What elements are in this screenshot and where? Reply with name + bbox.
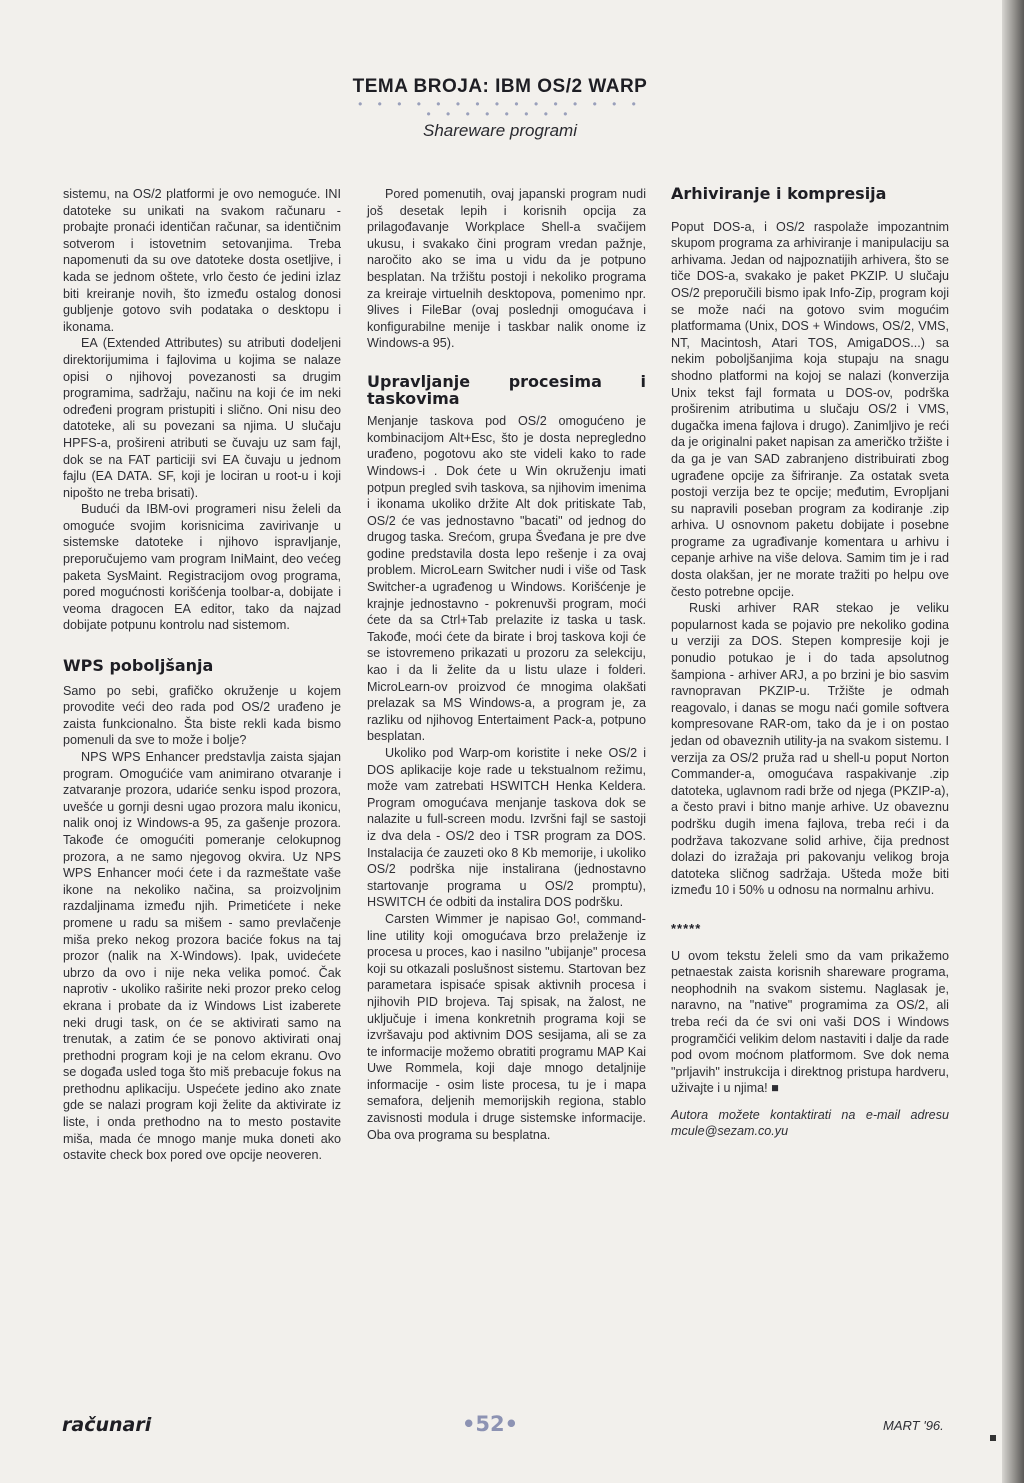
paragraph: Budući da IBM-ovi programeri nisu želeli da omoguće svojim korisnicima zavirivanje u sistemske datoteke i njihovo ispravljanje, preporučujemo vam program IniMaint, deo većeg paketa SysMaint. Registracijom ovog programa, pored mogućnosti korišćenja toolbar-a, dobijate i veoma dragocen EA editor, tako da najzad dobijate potpunu kontrolu nad sistemom. <box>63 502 341 633</box>
paragraph: Samo po sebi, grafičko okruženje u kojem provodite veći deo rada pod OS/2 urađeno je zaista funkcionalno. Šta biste rekli kada bismo pomenuli da sve to može i bolje? <box>63 683 341 748</box>
article-column-1 <box>63 186 341 1164</box>
section-heading: Arhiviranje i kompresija <box>671 184 887 203</box>
section-title: TEMA BROJA: IBM OS/2 WARP <box>352 76 648 97</box>
page-spine-shadow <box>1002 0 1024 1483</box>
magazine-logo: računari <box>62 1414 152 1436</box>
section-subtitle: Shareware programi <box>422 121 577 140</box>
section-separator-stars: ***** <box>671 920 702 936</box>
article-column-3 <box>671 186 949 1140</box>
paragraph: Menjanje taskova pod OS/2 omogućeno je kombinacijom Alt+Esc, što je dosta nepregledno urađeno, pogotovu ako ste videli kako to rade Windows-i . Dok ćete u Win okruženju imati potpun pregled svih taskova, sa njihovim imenima i ikonama ukoliko držite Alt dok pritiskate Tab, OS/2 će vas jednostavno "bacati" od jednog do drugog taska. Srećom, grupa Šveđana je pre dve godine predstavila dosta lepo rešenje i za ovaj problem. MicroLearn Switcher nudi i više od Task Switcher-a ugrađenog u Windows. Korišćenje je krajnje jednostavno - pokrenuvši program, moći ćete da sa Ctrl+Tab prelazite iz taska u task. Takođe, moći ćete da birate i broj taskova koji će se istovremeno prikazati u prozoru za selekciju, kao i da li želite da u listu ulaze i folderi. MicroLearn-ov proizvod će mnogima olakšati prelazak sa MS Windows-a, a program je, za razliku od njihovog Entertaiment Pack-a, potpuno besplatan. <box>367 414 646 744</box>
paragraph: Carsten Wimmer je napisao Go!, command-line utility koji omogućava brzo prelaženje iz procesa u proces, kao i nasilno "ubijanje" procesa koji su otkazali poslušnost sistemu. Startovan bez parametara ispisaće spisak aktivnih procesa i njihovih PID brojeva. Taj spisak, na žalost, ne uključuje i imena konkretnih programa koji se izvršavaju pod aktivnim DOS sesijama, ali se za te informacije možemo obratiti programu MAP Kai Uwe Rommela, koji daje mnogo detaljnije informacije - osim liste procesa, tu je i mapa semafora, deljenih memorijskih regiona, stablo zavisnosti modula i druge sistemske informacije. Oba ova programa su besplatna. <box>367 911 646 1142</box>
paragraph: Poput DOS-a, i OS/2 raspolaže impozantnim skupom programa za arhiviranje i manipulaciju sa arhivama. Jedan od najpoznatijih arhivera, što se tiče DOS-a, svakako je paket PKZIP. U slučaju OS/2 preporučili bismo ipak Info-Zip, program koji se može naći na gotovo svim mogućim platformama (Unix, DOS + Windows, OS/2, VMS, NT, Macintosh, Atari TOS, AmigaDOS...) sa nekim poboljšanjima koja stupaju na snagu shodno platformi na kojoj se nalazi (konverzija Unix tekst fajl formata u DOS-ov, podrška proširenim atributima u slučaju OS/2 i VMS, dugačka imena fajlova i drugo). Zanimljivo je reći da je originalni paket napisan za američko tržište i da ga je van SAD zabranjeno distribuirati zbog ugrađene opcije za šifriranje. Za ostatak sveta postoji verzija bez te opcije; međutim, Evropljani su napravili poseban program za kodiranje .zip arhiva. U osnovnom paketu dobijate i posebne programe za ugrađivanje komentara u arhivu i cepanje arhive na više delova. Samim tim je i rad dosta olakšan, jer ne morate tražiti po helpu ove često potrebne opcije. <box>671 219 949 599</box>
issue-date: MART '96. <box>883 1418 944 1433</box>
section-heading: WPS poboljšanja <box>63 656 214 676</box>
paragraph: Ruski arhiver RAR stekao je veliku popularnost kada se pojavio pre nekoliko godina u verziji za DOS. Stepen kompresije koji je ponudio potukao je i do tada apsolutnog šampiona - arhiver ARJ, a po brzini je bio sasvim ravnopravan PKZIP-u. Tržište je odmah reagovalo, i danas se mogu naći gomile softvera kompresovane RAR-om, tako da je i on postao jedan od obaveznih utility-ja na svakom sistemu. I verzija za OS/2 pruža rad u shell-u poput Norton Commander-a, omogućava raspakivanje .zip datoteka, uglavnom radi brže od njega (PKZIP-a), a često pravi i bitno manje arhive. Uz obaveznu podršku dugih imena fajlova, treba reći i da podržava takozvane solid arhive, čija prednost dolazi do izražaja pri pakovanju velikog broja datoteka sličnog sadržaja. Ušteda može biti između 10 i 50% u odnosu na normalnu arhivu. <box>671 601 949 898</box>
paragraph: Pored pomenutih, ovaj japanski program nudi još desetak lepih i korisnih opcija za prilagođavanje Workplace Shell-a svačijem ukusu, i svakako čini program vredan pažnje, naročito ako se ima u vidu da je potpuno besplatan. Na tržištu postoji i nekoliko programa za kreiraje virtuelnih desktopova, pomenimo npr. 9lives i FileBar (ovaj poslednji omogućava i konfigurabilne menije i taskbar nalik onome iz Windows-a 95). <box>367 187 646 351</box>
page-number: •52• <box>462 1412 519 1436</box>
article-column-2 <box>367 186 646 1143</box>
paragraph: EA (Extended Attributes) su atributi dodeljeni direktorijumima i fajlovima u kojima se nalaze opisi o njihovoj povezanosti sa drugim programima, sadržaju, načinu na koji će im neki određeni program pristupiti i slično. Oni nisu deo datoteke, ali su povezani sa njima. U slučaju HPFS-a, prošireni atributi se čuvaju uz sam fajl, dok se na FAT particiji svi EA čuvaju u jednom fajlu (EA DATA. SF, koji je lociran u root-u i koji nipošto ne treba brisati). <box>63 336 341 500</box>
paragraph: Ukoliko pod Warp-om koristite i neke OS/2 i DOS aplikacije koje rade u tekstualnom režimu, može vam zatrebati HSWITCH Henka Keldera. Program omogućava menjanje taskova dok se nalazite u full-screen modu. Izvršni fajl se sastoji iz dva dela - OS/2 deo i TSR program za DOS. Instalacija će zauzeti oko 8 Kb memorije, i ukoliko OS/2 podrška nije instalirana (jednostavno startovanje programa u OS/2 promptu), HSWITCH će odbiti da instalira DOS podršku. <box>367 746 646 910</box>
author-contact: Autora možete kontaktirati na e-mail adresu mcule@sezam.co.yu <box>671 1107 949 1139</box>
paragraph: U ovom tekstu želeli smo da vam prikažemo petnaestak zaista korisnih shareware programa, neophodnih na svakom sistemu. Naglasak je, naravno, na "native" programima za OS/2, ali treba reći da će svi oni vaši DOS i Windows programčići velikim delom nastaviti i dalje da rade pod ovom moćnom platformom. Sve dok nema "prljavih" instrukcija i direktnog pristupa hardveru, uživajte i u njima! ■ <box>671 948 949 1096</box>
paragraph: sistemu, na OS/2 platformi je ovo nemoguće. INI datoteke su unikati na svakom računaru - probajte pronaći identičan računar, sa identičnim sotverom i istovetnim setovanjima. Treba napomenuti da su ove datoteke dosta osetljive, i kada se jednom oštete, vrlo često će jedini izlaz biti kreiranje novih, što između ostalog donosi gubljenje gotovo svih podataka o desktopu i ikonama. <box>63 187 341 334</box>
decorative-square <box>990 1435 996 1441</box>
decorative-dot-rule: • • • • • • • • • • • • • • • • • • • • • • • <box>358 97 642 121</box>
paragraph: NPS WPS Enhancer predstavlja zaista sjajan program. Omogućiće vam animirano otvaranje i zatvaranje prozora, udariće senku ispod prozora, uvešće u gornji desni ugao prozora malu ikonicu, nalik onoj iz Windows-a 95, za gašenje prozora. Takođe će omogućiti pomeranje celokupnog prozora, a ne samo njegovog okvira. Uz NPS WPS Enhancer moći ćete i da razmeštate vaše ikone na nekoliko načina, sa proizvoljnim razdaljinama između njih. Primetićete i neke promene u radu sa mišem - samo prevlačenje miša preko nekog prozora baciće fokus na taj prozor (nalik na X-Windows). Ipak, uvidećete ubrzo da ovo i nije neka velika pomoć. Čak naprotiv - ukoliko raširite neki prozor preko celog ekrana i probate da iz Windows List izaberete neki drugi task, on će se aktivirati samo na trenutak, a zatim će se ponovo aktivirati onaj prethodni program koji je na celom ekranu. Ovo se događa usled toga što miš prebacuje fokus na prethodnu aplikaciju. Uspećete jedino ako znate gde se nalazi program koji želite da aktivirate iz liste, i onda prethodno na to mesto postavite miša, mada će mnogo manje muka doneti ako ostavite check box pored ove opcije neoveren. <box>63 750 341 1163</box>
page-header <box>0 76 1000 141</box>
section-heading: Upravljanje procesima i taskovima <box>367 371 646 408</box>
